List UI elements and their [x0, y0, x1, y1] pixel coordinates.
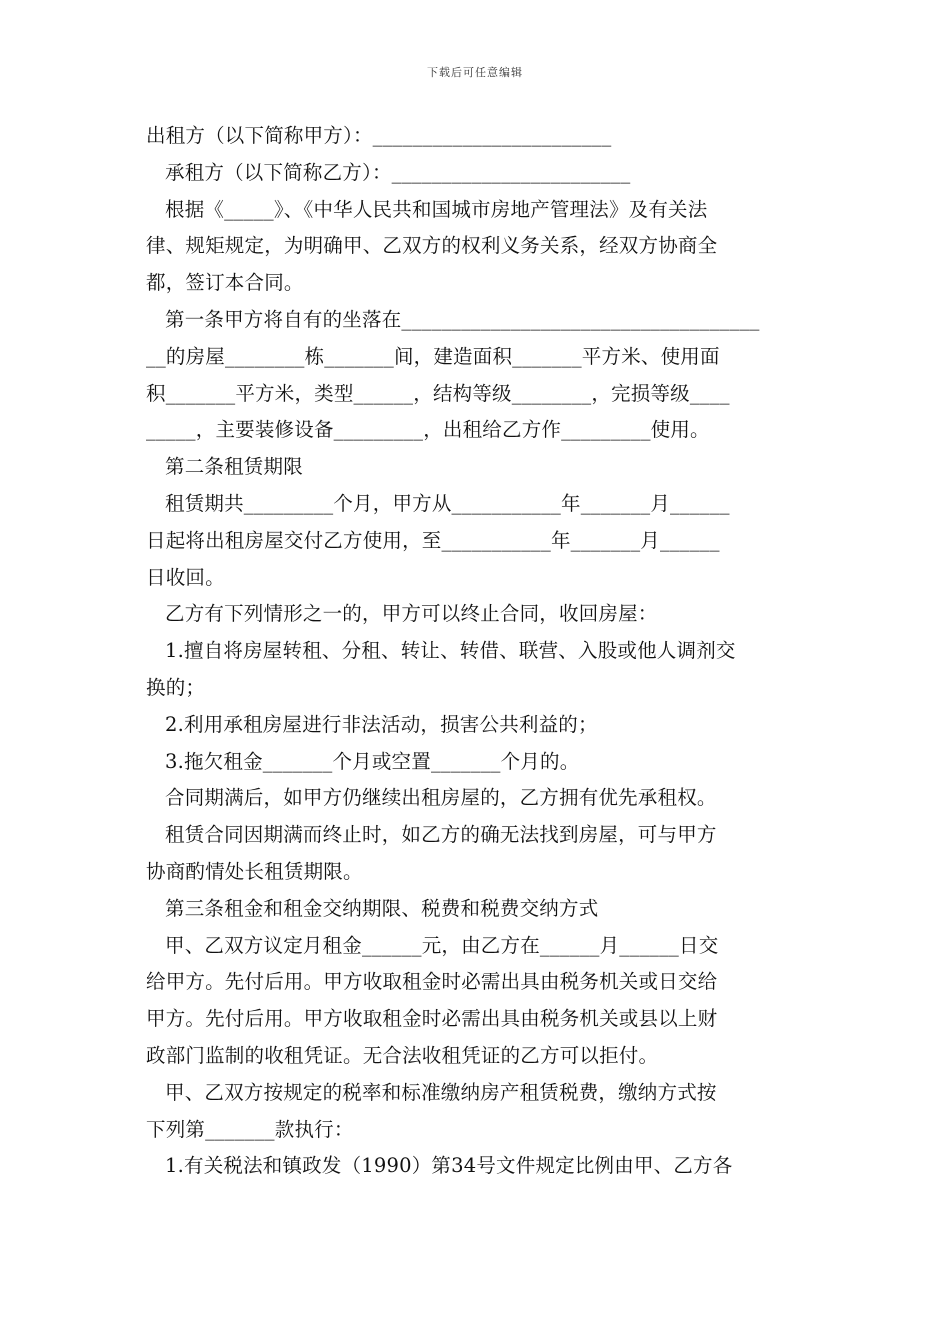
article-2-heading: 第二条租赁期限: [165, 455, 303, 479]
contract-line: 协商酌情处长租赁期限。: [146, 859, 363, 883]
contract-line: 都，签订本合同。: [146, 271, 304, 295]
contract-line: 积_______平方米，类型______，结构等级________，完损等级____: [146, 381, 730, 405]
article-3-heading: 第三条租金和租金交纳期限、税费和税费交纳方式: [165, 896, 599, 920]
contract-line-lessee: 承租方（以下简称乙方）：________________________: [165, 160, 631, 184]
list-item: 1.擅自将房屋转租、分租、转让、转借、联营、入股或他人调剂交: [165, 639, 736, 663]
contract-line: 根据《_____》、《中华人民共和国城市房地产管理法》及有关法: [165, 197, 708, 221]
contract-line: 换的；: [146, 675, 206, 699]
contract-line: 日收回。: [146, 565, 225, 589]
list-item: 3.拖欠租金_______个月或空置_______个月的。: [165, 749, 580, 773]
page-header: 下载后可任意编辑: [427, 66, 523, 79]
contract-line: 给甲方。先付后用。甲方收取租金时必需出具由税务机关或日交给: [146, 970, 718, 994]
list-item: 2.利用承租房屋进行非法活动，损害公共利益的；: [165, 712, 598, 736]
contract-line: 下列第_______款执行：: [146, 1117, 354, 1141]
contract-line: 甲方。先付后用。甲方收取租金时必需出具由税务机关或县以上财: [146, 1007, 718, 1031]
contract-line: __的房屋________栋_______间，建造面积_______平方米、使用面: [146, 344, 720, 368]
article-1-line: 第一条甲方将自有的坐落在____________________________________: [165, 307, 760, 331]
contract-line: 甲、乙双方按规定的税率和标准缴纳房产租赁税费，缴纳方式按: [165, 1080, 717, 1104]
contract-line-lessor: 出租方（以下简称甲方）：________________________: [146, 124, 612, 147]
contract-line: 政部门监制的收租凭证。无合法收租凭证的乙方可以拒付。: [146, 1043, 659, 1067]
contract-line: _____，主要装修设备_________，出租给乙方作_________使用。: [146, 418, 710, 442]
contract-body: [146, 118, 810, 1185]
contract-line: 律、规矩规定，为明确甲、乙双方的权利义务关系，经双方协商全: [146, 234, 718, 258]
contract-line: 甲、乙双方议定月租金______元，由乙方在______月______日交: [165, 933, 719, 957]
contract-line: 日起将出租房屋交付乙方使用，至___________年_______月______: [146, 528, 720, 552]
contract-line: 租赁期共_________个月，甲方从___________年_______月______: [165, 491, 730, 515]
contract-line: 乙方有下列情形之一的，甲方可以终止合同，收回房屋：: [165, 602, 658, 626]
list-item: 1.有关税法和镇政发（1990）第34号文件规定比例由甲、乙方各: [165, 1154, 733, 1178]
contract-line: 租赁合同因期满而终止时，如乙方的确无法找到房屋，可与甲方: [165, 823, 717, 847]
contract-line: 合同期满后，如甲方仍继续出租房屋的，乙方拥有优先承租权。: [165, 786, 717, 810]
